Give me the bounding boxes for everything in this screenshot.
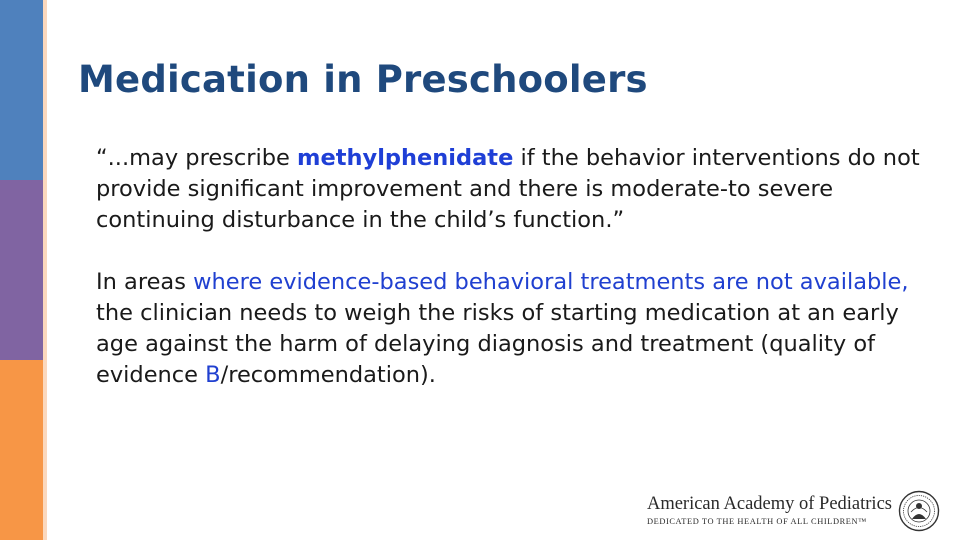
availability-emphasis: where evidence-based behavioral treatments are not available, (193, 269, 909, 295)
quote-text-end: if the behavior interventions do not provide significant improvement and there is moderate-to severe continuing disturbance in the child’s function.” (96, 145, 920, 233)
slide-title: Medication in Preschoolers (78, 58, 648, 101)
aap-logo (647, 490, 940, 532)
drug-name-emphasis: methylphenidate (297, 145, 514, 171)
guidance-text-middle: the clinician needs to weigh the risks of starting medication at an early age against the harm of delaying diagnosis and treatment (quality of evidence (96, 300, 899, 388)
aap-seal-icon (898, 490, 940, 532)
guidance-paragraph (96, 267, 926, 391)
guidance-text-end: /recommendation). (220, 362, 436, 388)
guidance-text-start: In areas (96, 269, 194, 295)
aap-logo-text (647, 494, 892, 528)
quote-paragraph (96, 143, 926, 236)
aap-logo-name: American Academy of Pediatrics (646, 494, 892, 514)
side-bar-edge (43, 0, 47, 540)
quote-text-start: “...may prescribe (96, 145, 298, 171)
aap-logo-tagline: DEDICATED TO THE HEALTH OF ALL CHILDREN™ (646, 517, 867, 526)
side-bar-orange (0, 360, 43, 540)
side-bar-purple (0, 180, 43, 360)
side-bar-blue (0, 0, 43, 180)
evidence-grade: B (205, 362, 221, 388)
slide-body (96, 143, 926, 391)
